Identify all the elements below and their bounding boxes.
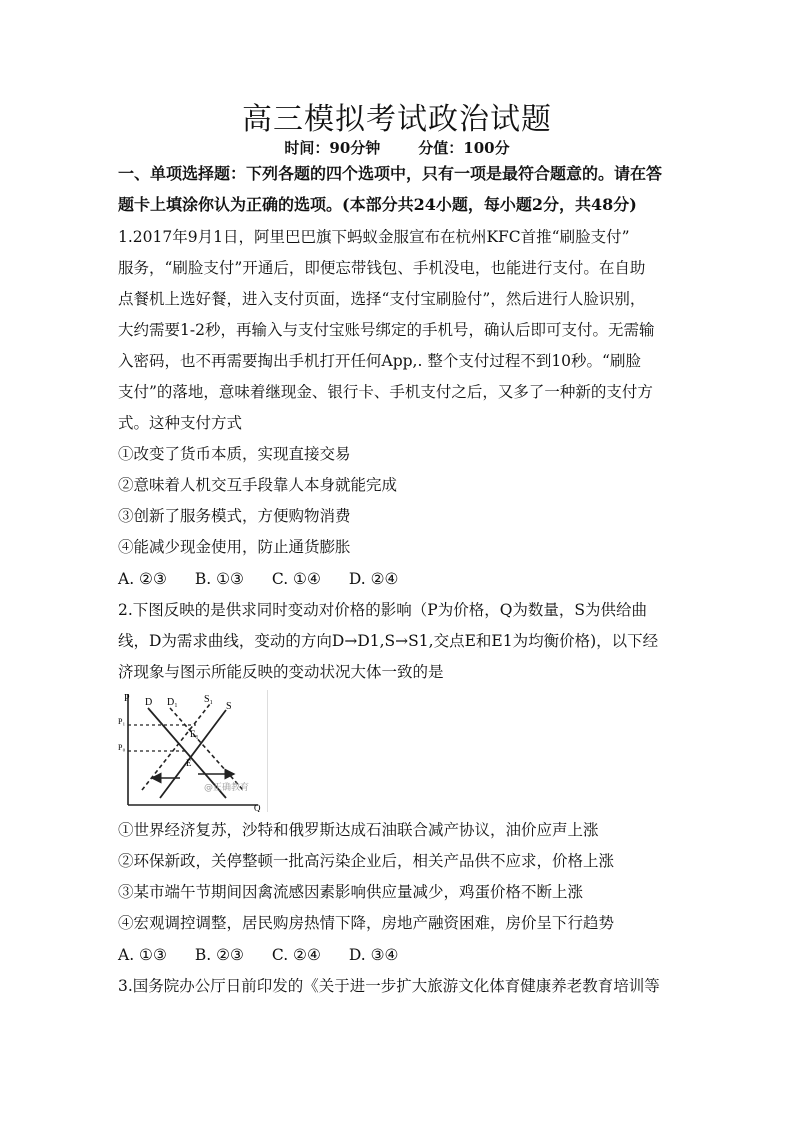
q2-option-b: B. ②③	[194, 946, 244, 964]
exam-title: 高三模拟考试政治试题	[242, 102, 552, 137]
label-q: Q	[254, 803, 261, 812]
label-e1: E₁	[190, 729, 199, 739]
q1-item-3: ③创新了服务模式，方便购物消费	[118, 507, 351, 525]
q2-option-c: C. ②④	[271, 946, 321, 964]
exam-score: 分值：100分	[418, 139, 510, 157]
q2-item-3: ③某市端午节期间因禽流感因素影响供应量减少，鸡蛋价格不断上涨	[118, 883, 584, 901]
demand-curve-d1	[170, 708, 243, 790]
q1-option-a: A. ②③	[118, 570, 167, 588]
label-e: E	[186, 758, 192, 768]
q1-text-line: 服务，“刷脸支付”开通后，即便忘带钱包、手机没电，也能进行支付。在自助	[118, 259, 646, 277]
q1-item-4: ④能减少现金使用，防止通货膨胀	[118, 538, 351, 556]
q2-option-a: A. ①③	[118, 946, 167, 964]
q1-item-2: ②意味着人机交互手段靠人本身就能完成	[118, 476, 398, 494]
q2-item-2: ②环保新政，关停整顿一批高污染企业后，相关产品供不应求，价格上涨	[118, 852, 615, 870]
label-d: D	[145, 697, 153, 708]
q2-text-line: 2.下图反映的是供求同时变动对价格的影响（P为价格，Q为数量，S为供给曲	[118, 601, 648, 619]
label-d1: D₁	[167, 697, 178, 708]
q1-option-c: C. ①④	[271, 570, 321, 588]
q2-options	[118, 945, 426, 965]
label-p: P	[124, 693, 130, 704]
q2-text-line: 济现象与图示所能反映的变动状况大体一致的是	[118, 663, 444, 681]
q2-option-d: D. ③④	[348, 946, 399, 964]
q2-item-1: ①世界经济复苏，沙特和俄罗斯达成石油联合减产协议，油价应声上涨	[118, 821, 599, 839]
label-p0: P₀	[118, 743, 126, 752]
section-instruction-line1: 一、单项选择题：下列各题的四个选项中，只有一项是最符合题意的。请在答	[118, 164, 663, 183]
q3-text-line: 3.国务院办公厅日前印发的《关于进一步扩大旅游文化体育健康养老教育培训等	[118, 977, 660, 995]
label-s1: S₁	[204, 694, 214, 705]
q1-option-b: B. ①③	[194, 570, 244, 588]
q1-options	[118, 569, 426, 589]
q2-text-line: 线，D为需求曲线，变动的方向D→D1,S→S1,交点E和E1为均衡价格)，以下经	[118, 632, 659, 650]
q1-text-line: 支付”的落地，意味着继现金、银行卡、手机支付之后，又多了一种新的支付方	[118, 383, 653, 401]
supply-demand-figure	[118, 690, 268, 812]
watermark: @正确教育	[204, 783, 250, 793]
q1-text-line: 大约需要1-2秒，再输入与支付宝账号绑定的手机号，确认后即可支付。无需输	[118, 321, 655, 339]
label-s: S	[226, 701, 232, 712]
exam-time: 时间：90分钟	[284, 139, 381, 157]
q1-option-d: D. ②④	[348, 570, 399, 588]
section-instruction-line2: 题卡上填涂你认为正确的选项。(本部分共24小题，每小题2分，共48分)	[118, 195, 637, 214]
q1-text-line: 入密码，也不再需要掏出手机打开任何App,. 整个支付过程不到10秒。“刷脸	[118, 352, 641, 370]
q1-text-line: 1.2017年9月1日，阿里巴巴旗下蚂蚁金服宣布在杭州KFC首推“刷脸支付”	[118, 228, 630, 246]
q1-text-line: 式。这种支付方式	[118, 414, 243, 432]
q1-text-line: 点餐机上选好餐，进入支付页面，选择“支付宝刷脸付”，然后进行人脸识别，	[118, 290, 646, 308]
q1-item-1: ①改变了货币本质，实现直接交易	[118, 445, 351, 463]
q2-item-4: ④宏观调控调整，居民购房热情下降，房地产融资困难，房价呈下行趋势	[118, 914, 615, 932]
exam-subtitle	[0, 138, 794, 158]
label-p1: P₁	[118, 717, 126, 726]
